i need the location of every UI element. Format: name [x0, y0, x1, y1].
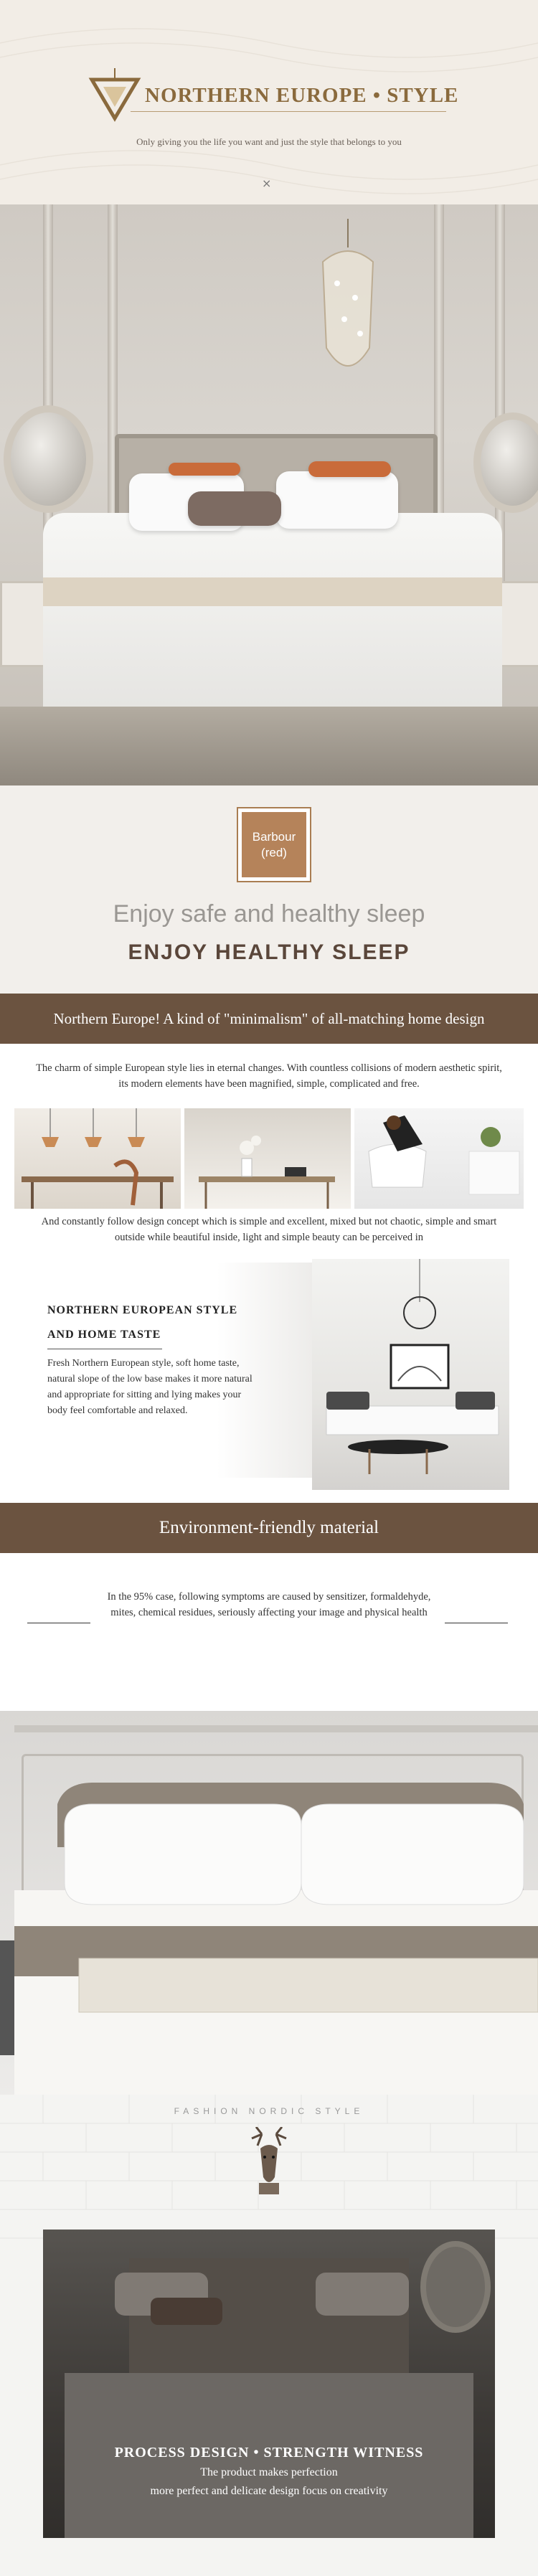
wall-mirror: [473, 412, 538, 513]
intro-section: [0, 785, 538, 994]
brand-title: NORTHERN EUROPE • STYLE: [145, 84, 459, 107]
fashion-caption: FASHION NORDIC STYLE: [174, 2106, 364, 2116]
process-line-2: more perfect and delicate design focus on creativity: [150, 2485, 388, 2497]
badge-line-1: Barbour: [252, 829, 296, 844]
orange-cushion: [169, 463, 240, 476]
brand-tagline: Only giving you the life you want and just the style that belongs to you: [136, 136, 402, 147]
brand-rule: [131, 111, 446, 112]
triangle-logo-icon: [86, 68, 143, 124]
pendant-lamps-icon: [14, 1108, 181, 1209]
nordic-title-line-2: AND HOME TASTE: [47, 1329, 161, 1341]
process-title: PROCESS DESIGN • STRENGTH WITNESS: [114, 2445, 424, 2461]
close-icon: ×: [262, 176, 272, 190]
slogan-bold: ENJOY HEALTHY SLEEP: [128, 940, 410, 964]
badge-line-2: (red): [261, 845, 287, 859]
nordic-title-line-1: NORTHERN EUROPEAN STYLE: [47, 1304, 238, 1316]
white-bedding: [43, 513, 502, 728]
living-room-photo: [312, 1259, 509, 1490]
process-line-1: The product makes perfection: [200, 2466, 338, 2478]
living-room-icon: [312, 1259, 509, 1490]
chair-photo: [354, 1108, 524, 1209]
hero-bedroom-photo: [0, 204, 538, 785]
dark-bedroom-photo: [43, 2230, 495, 2538]
minimalism-paragraph-2: And constantly follow design concept which is simple and excellent, mixed but not chaotic, simple and smart outside while beautiful inside, light and simple beauty can be perceived in: [41, 1216, 497, 1243]
dining-room-photo: [14, 1108, 181, 1209]
console-photo: [184, 1108, 351, 1209]
brown-cushion: [188, 491, 281, 526]
chandelier-icon: [308, 219, 387, 384]
nordic-title: [47, 1298, 277, 1347]
environment-text: In the 95% case, following symptoms are caused by sensitizer, formaldehyde, mites, chemical residues, seriously affecting your image and physical health: [107, 1591, 431, 1618]
brand-header: [0, 0, 538, 204]
environment-statement: [0, 1589, 538, 1653]
minimalism-paragraph-1: The charm of simple European style lies in eternal changes. With countless collisions of modern aesthetic spirit, its modern elements have been magnified, simple, complicated and free.: [36, 1062, 502, 1090]
bedding-closeup-photo: [0, 1711, 538, 2095]
environment-banner: Environment-friendly material: [0, 1503, 538, 1553]
color-badge: [237, 807, 311, 882]
color-badge-label: [242, 812, 306, 877]
floor: [0, 707, 538, 785]
bedding-icon: [0, 1711, 538, 2095]
nordic-text-card: [30, 1263, 317, 1478]
deer-head-icon: [240, 2127, 298, 2199]
wall-mirror: [4, 405, 93, 513]
brand-logo: [86, 68, 459, 126]
minimalism-banner: Northern Europe! A kind of "minimalism" of all-matching home design: [0, 994, 538, 1044]
orange-cushion: [308, 461, 391, 477]
pillow: [276, 471, 398, 529]
slogan-light: Enjoy safe and healthy sleep: [113, 900, 425, 928]
process-design-section: [0, 2095, 538, 2576]
console-table-icon: [184, 1108, 351, 1209]
bedding-band: [43, 577, 502, 606]
chair-and-dog-icon: [354, 1108, 524, 1209]
nordic-body: Fresh Northern European style, soft home taste, natural slope of the low base makes it more natural and appropriate for sitting and lying makes your body feel comfortable and relaxed.: [47, 1358, 253, 1416]
